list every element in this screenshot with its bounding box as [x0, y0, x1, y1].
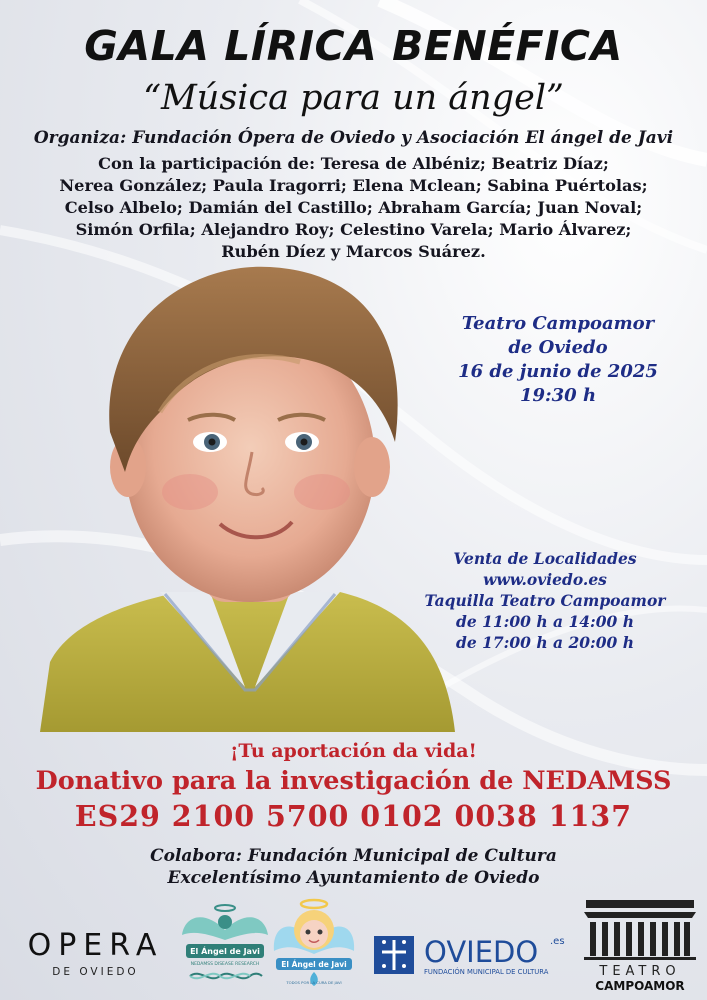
collaborator-line: Excelentísimo Ayuntamiento de Oviedo	[167, 868, 540, 888]
svg-text:NEDAMSS DISEASE RESEARCH: NEDAMSS DISEASE RESEARCH	[190, 962, 260, 967]
organizer-line: Organiza: Fundación Ópera de Oviedo y Asociación El ángel de Javi	[33, 128, 674, 148]
participants-line: Nerea González; Paula Iragorri; Elena Mclean; Sabina Puértolas;	[59, 176, 648, 195]
opera-logo-word: OPERA	[27, 928, 164, 963]
svg-text:El Ángel de Javi: El Ángel de Javi	[281, 960, 347, 969]
participants-block	[40, 153, 667, 263]
svg-text:.es: .es	[550, 936, 565, 947]
venue-info	[428, 312, 688, 408]
ticket-website: www.oviedo.es	[483, 570, 607, 589]
svg-text:CAMPOAMOR: CAMPOAMOR	[595, 979, 685, 993]
poster-title: GALA LÍRICA BENÉFICA	[84, 22, 623, 70]
donation-heading: Donativo para la investigación de NEDAMSS	[35, 766, 672, 796]
participants-line: Con la participación de: Teresa de Albéniz; Beatriz Díaz;	[98, 154, 609, 173]
angel-de-javi-research-logo	[180, 900, 270, 986]
poster-subtitle: “Música para un ángel”	[143, 78, 564, 118]
ticket-hours-evening: de 17:00 h a 20:00 h	[456, 633, 634, 652]
collaborators	[0, 845, 707, 889]
tagline: ¡Tu aportación da vida!	[230, 740, 477, 762]
teatro-campoamor-logo	[580, 894, 700, 994]
iban-number: ES29 2100 5700 0102 0038 1137	[74, 799, 633, 833]
venue-name: Teatro Campoamor	[461, 313, 655, 334]
ticket-hours-morning: de 11:00 h a 14:00 h	[456, 612, 634, 631]
child-portrait	[40, 262, 460, 732]
collaborator-line: Colabora: Fundación Municipal de Cultura	[150, 846, 557, 866]
participants-line: Rubén Díez y Marcos Suárez.	[221, 242, 486, 261]
oviedo-fundacion-logo	[372, 922, 577, 982]
participants-line: Celso Albelo; Damián del Castillo; Abraham García; Juan Noval;	[64, 198, 643, 217]
ticket-office: Taquilla Teatro Campoamor	[424, 591, 666, 610]
svg-text:TEATRO: TEATRO	[599, 964, 681, 979]
event-time: 19:30 h	[519, 385, 597, 406]
svg-text:TODOS POR LA CURA DE JAVI: TODOS POR LA CURA DE JAVI	[286, 980, 342, 985]
ticket-info	[395, 548, 695, 653]
angel-de-javi-logo	[270, 896, 358, 988]
svg-text:OVIEDO: OVIEDO	[424, 935, 539, 969]
venue-city: de Oviedo	[508, 337, 608, 358]
svg-text:El Ángel de Javi: El Ángel de Javi	[190, 947, 260, 956]
participants-line: Simón Orfila; Alejandro Roy; Celestino Varela; Mario Álvarez;	[75, 220, 632, 239]
svg-text:FUNDACIÓN MUNICIPAL DE CULTURA: FUNDACIÓN MUNICIPAL DE CULTURA	[424, 968, 549, 976]
opera-de-oviedo-logo	[8, 928, 183, 988]
opera-logo-sub: DE OVIEDO	[52, 966, 139, 978]
ticket-heading: Venta de Localidades	[453, 549, 637, 568]
event-date: 16 de junio de 2025	[458, 361, 658, 382]
